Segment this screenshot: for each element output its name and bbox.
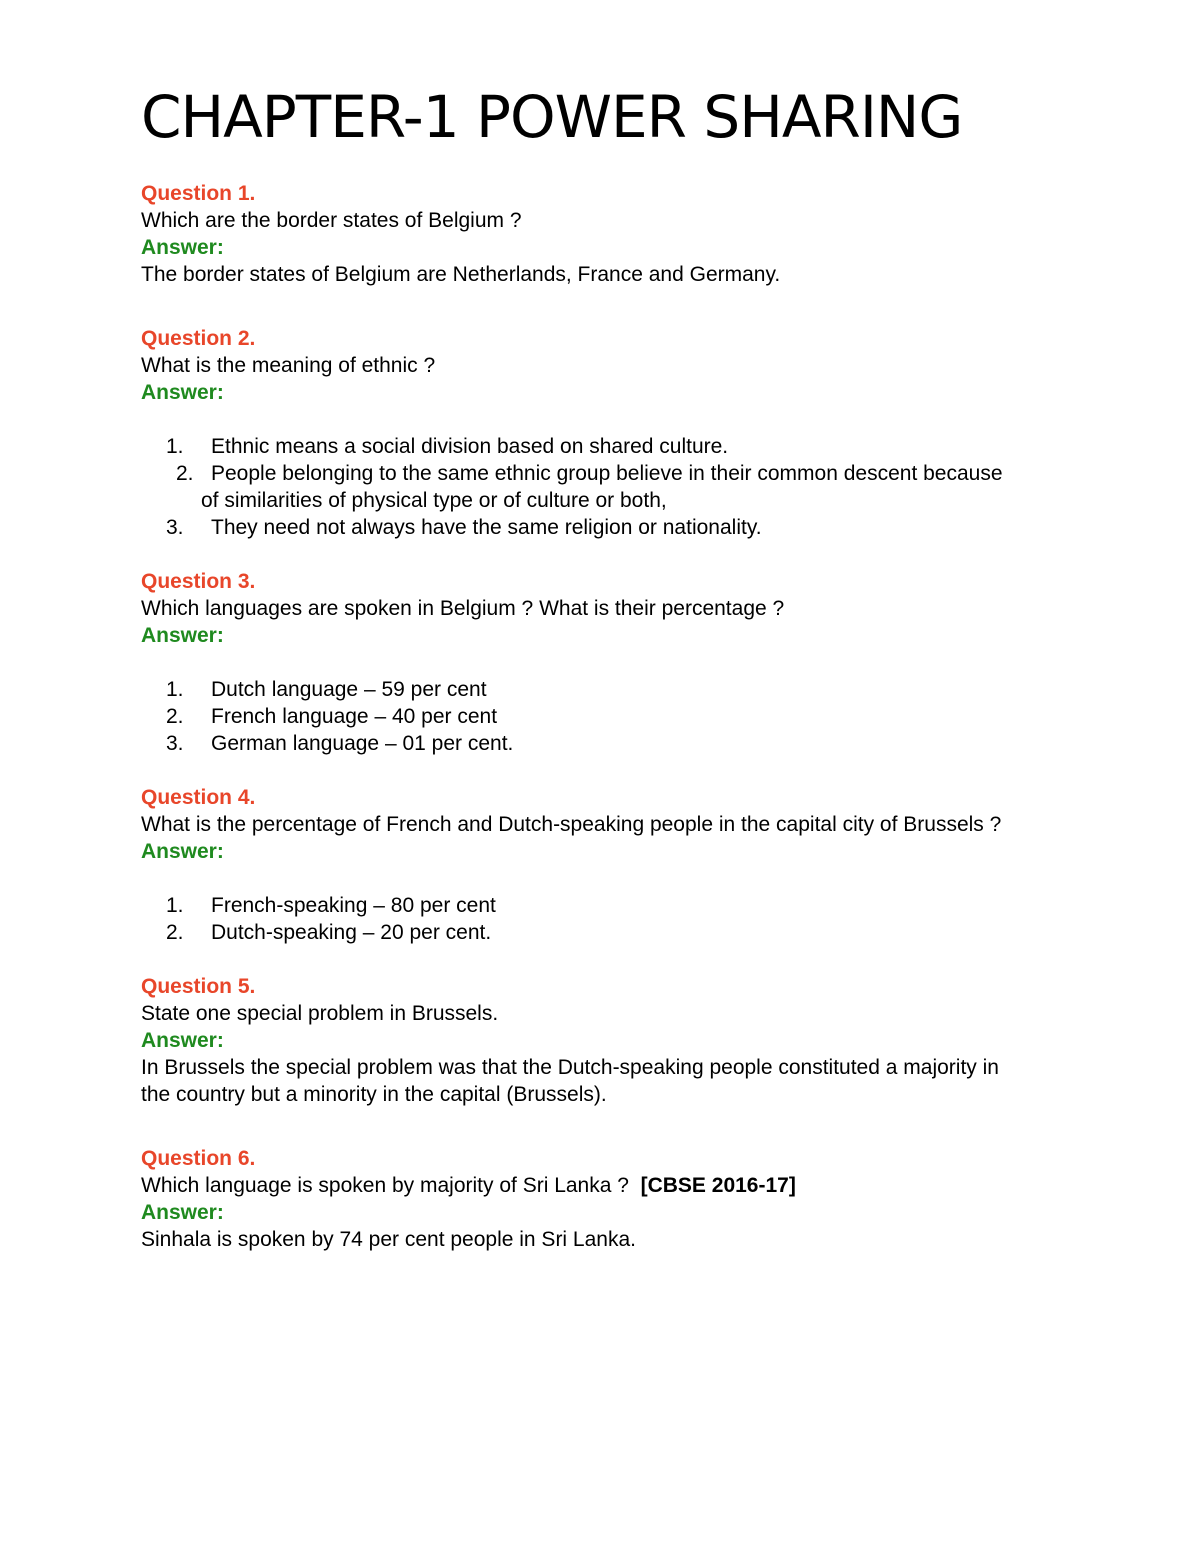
question-block-2 bbox=[141, 325, 1021, 541]
list-item-text: German language – 01 per cent. bbox=[211, 732, 514, 755]
list-item bbox=[141, 514, 1021, 541]
list-item bbox=[141, 730, 1021, 757]
list-number: 2. bbox=[176, 462, 194, 485]
answer-label: Answer: bbox=[141, 1201, 224, 1224]
list-number: 1. bbox=[166, 435, 184, 458]
chapter-title: CHAPTER-1 POWER SHARING bbox=[141, 83, 963, 151]
list-item bbox=[141, 676, 1021, 703]
list-item bbox=[141, 460, 1021, 514]
question-label: Question 6. bbox=[141, 1147, 256, 1170]
question-label: Question 5. bbox=[141, 975, 256, 998]
question-label: Question 3. bbox=[141, 570, 256, 593]
answer-label: Answer: bbox=[141, 381, 224, 404]
list-item bbox=[141, 919, 1021, 946]
answer-list bbox=[141, 892, 1021, 946]
list-item-text: French language – 40 per cent bbox=[211, 705, 498, 728]
answer-text: The border states of Belgium are Netherlands, France and Germany. bbox=[141, 263, 781, 286]
list-number: 1. bbox=[166, 678, 184, 701]
list-number: 3. bbox=[166, 732, 184, 755]
answer-list bbox=[141, 433, 1021, 541]
document-page bbox=[141, 80, 1021, 1290]
question-label: Question 2. bbox=[141, 327, 256, 350]
list-item bbox=[141, 892, 1021, 919]
question-label: Question 4. bbox=[141, 786, 256, 809]
list-item-text: Dutch language – 59 per cent bbox=[211, 678, 487, 701]
answer-label: Answer: bbox=[141, 1029, 224, 1052]
question-block-4 bbox=[141, 784, 1021, 946]
answer-label: Answer: bbox=[141, 840, 224, 863]
answer-list bbox=[141, 676, 1021, 757]
list-item-text: French-speaking – 80 per cent bbox=[211, 894, 496, 917]
question-text: What is the meaning of ethnic ? bbox=[141, 354, 436, 377]
exam-tag: [CBSE 2016-17] bbox=[640, 1174, 796, 1197]
question-text-row bbox=[141, 1172, 1021, 1199]
answer-label: Answer: bbox=[141, 624, 224, 647]
list-item bbox=[141, 433, 1021, 460]
question-text: Which language is spoken by majority of Sri Lanka ? bbox=[141, 1174, 629, 1197]
list-item-text: People belonging to the same ethnic group believe in their common descent because of similarities of physical type or of culture or both, bbox=[201, 462, 1003, 512]
list-number: 3. bbox=[166, 516, 184, 539]
list-number: 2. bbox=[166, 921, 184, 944]
question-text: Which languages are spoken in Belgium ? What is their percentage ? bbox=[141, 597, 785, 620]
answer-text: In Brussels the special problem was that the Dutch-speaking people constituted a majority in the country but a minority in the capital (Brussels). bbox=[141, 1056, 999, 1106]
list-item bbox=[141, 703, 1021, 730]
question-label: Question 1. bbox=[141, 182, 256, 205]
answer-text: Sinhala is spoken by 74 per cent people in Sri Lanka. bbox=[141, 1228, 636, 1251]
list-number: 1. bbox=[166, 894, 184, 917]
question-block-1 bbox=[141, 180, 1021, 288]
question-block-5 bbox=[141, 973, 1021, 1108]
question-text: State one special problem in Brussels. bbox=[141, 1002, 499, 1025]
question-block-3 bbox=[141, 568, 1021, 757]
list-item-text: Ethnic means a social division based on shared culture. bbox=[211, 435, 729, 458]
question-block-6 bbox=[141, 1145, 1021, 1253]
question-text: What is the percentage of French and Dutch-speaking people in the capital city of Brussels ? bbox=[141, 813, 1002, 836]
question-text: Which are the border states of Belgium ? bbox=[141, 209, 522, 232]
list-item-text: They need not always have the same religion or nationality. bbox=[211, 516, 762, 539]
list-number: 2. bbox=[166, 705, 184, 728]
answer-label: Answer: bbox=[141, 236, 224, 259]
list-item-text: Dutch-speaking – 20 per cent. bbox=[211, 921, 492, 944]
